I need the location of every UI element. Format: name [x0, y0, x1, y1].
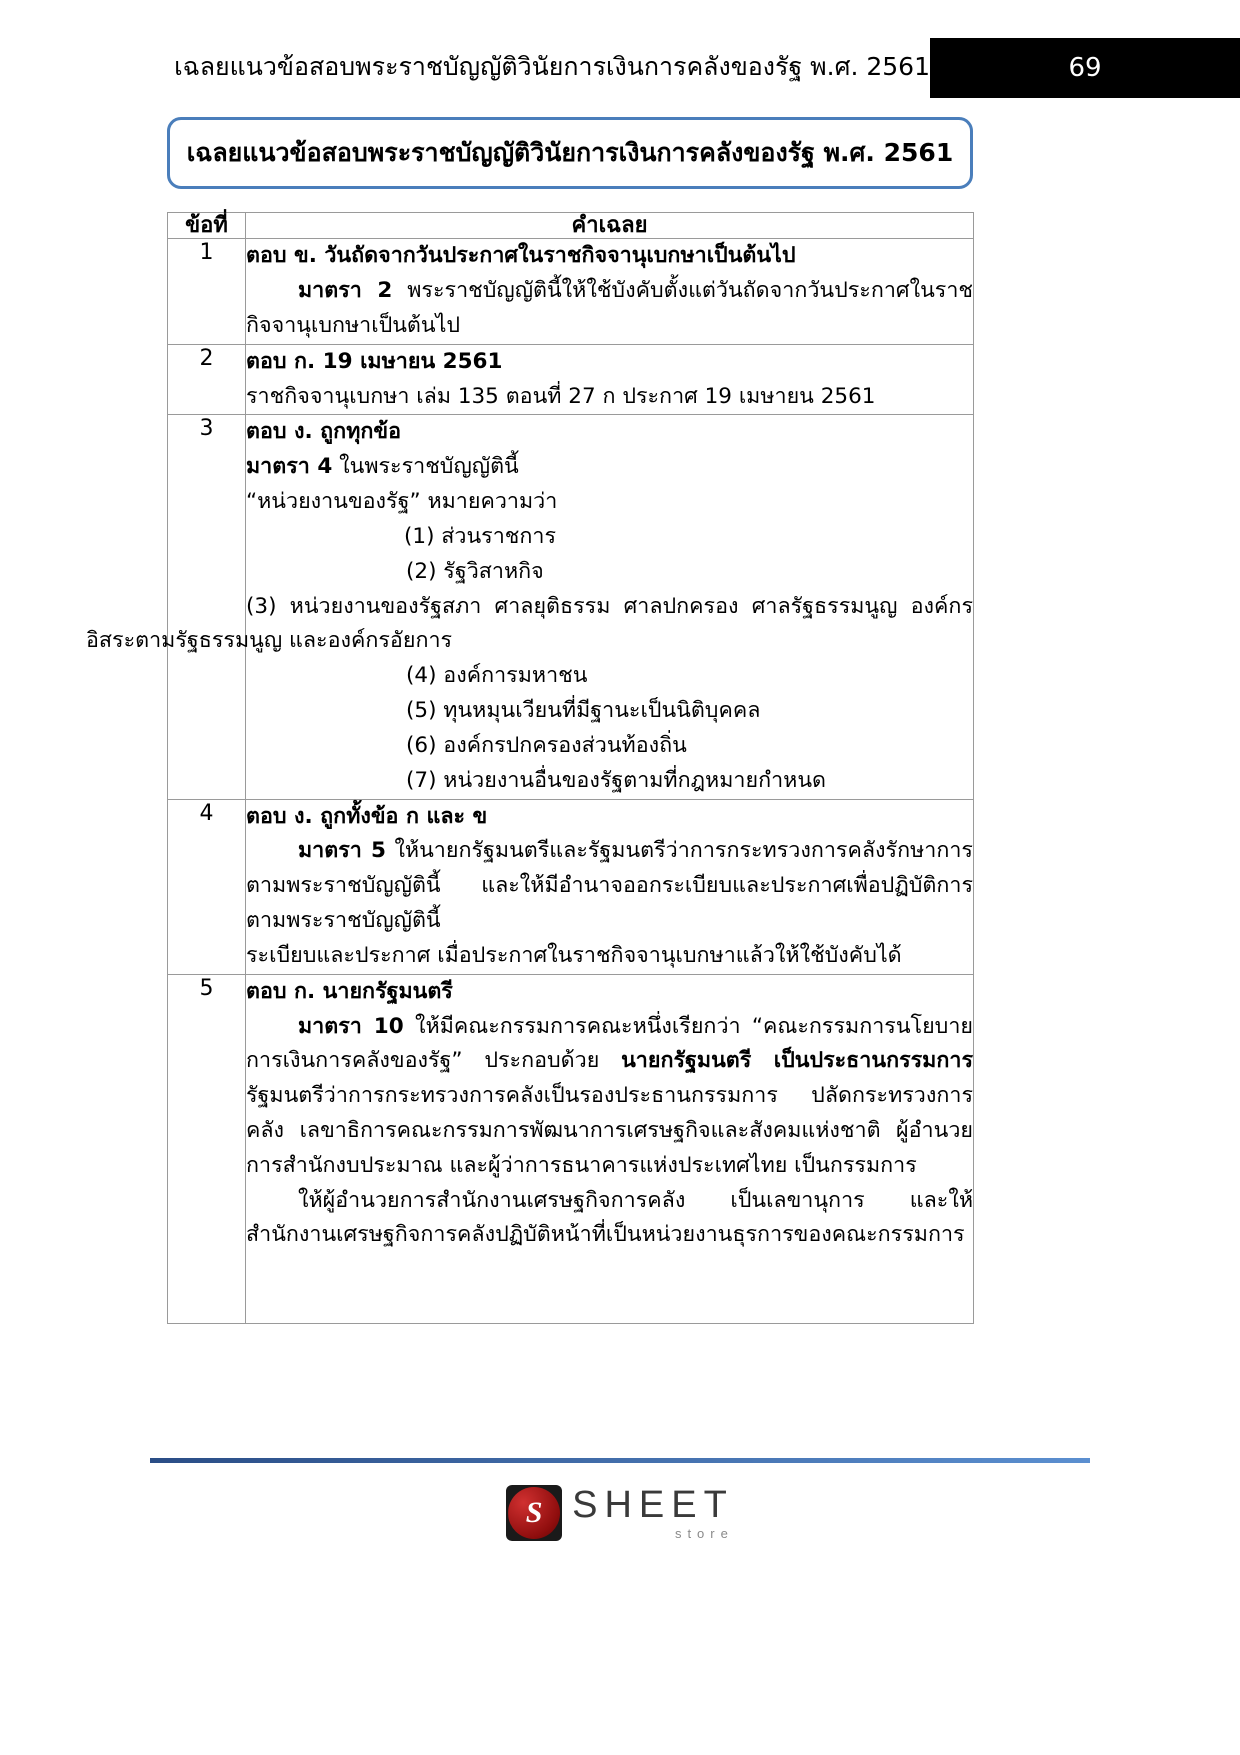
row-answer-cell [246, 239, 974, 344]
list-item: (3) หน่วยงานของรัฐสภา ศาลยุติธรรม ศาลปกครอง ศาลรัฐธรรมนูญ องค์กรอิสระตามรัฐธรรมนูญ และองค์กรอัยการ [86, 593, 973, 654]
section-paragraph [246, 1010, 973, 1184]
list-item: (6) องค์กรปกครองส่วนท้องถิ่น [406, 732, 687, 758]
definition-head: “หน่วยงานของรัฐ” หมายความว่า [246, 489, 558, 515]
table-row [168, 799, 974, 974]
table-row [168, 344, 974, 415]
list-item: (7) หน่วยงานอื่นของรัฐตามที่กฎหมายกำหนด [406, 767, 826, 793]
row-answer-cell [246, 974, 974, 1324]
answer-choice-line: ตอบ ข. วันถัดจากวันประกาศในราชกิจจานุเบกษาเป็นต้นไป [246, 243, 796, 269]
extra-line: ให้ผู้อำนวยการสำนักงานเศรษฐกิจการคลัง เป็นเลขานุการ และให้สำนักงานเศรษฐกิจการคลังปฏิบัติหน้าที่เป็นหน่วยงานธุรการของคณะกรรมการ [246, 1187, 973, 1248]
row-answer-cell [246, 344, 974, 415]
answer-key-table [86, 212, 974, 1324]
table-row [168, 239, 974, 344]
list-item: (1) ส่วนราชการ [404, 523, 557, 549]
section-label: มาตรา 10 [298, 1013, 404, 1039]
answer-choice-line: ตอบ ก. 19 เมษายน 2561 [246, 348, 503, 374]
table-row [168, 974, 974, 1324]
logo-letter: S [525, 1496, 543, 1529]
logo-brand-sub: store [674, 1526, 734, 1541]
document-title-box [167, 117, 973, 189]
list-item: (5) ทุนหมุนเวียนที่มีฐานะเป็นนิติบุคคล [406, 698, 761, 724]
column-header-answer: คำเฉลย [246, 213, 974, 239]
answer-choice-line: ตอบ ก. นายกรัฐมนตรี [246, 978, 453, 1004]
section-paragraph [246, 450, 973, 485]
running-header-title: เฉลยแนวข้อสอบพระราชบัญญัติวินัยการเงินการคลังของรัฐ พ.ศ. 2561 [174, 52, 930, 81]
row-answer-cell [246, 799, 974, 974]
row-answer-cell [86, 415, 974, 799]
section-text: ในพระราชบัญญัตินี้ [339, 454, 519, 480]
section-text-part-b: รัฐมนตรีว่าการกระทรวงการคลังเป็นรองประธานกรรมการ ปลัดกระทรวงการคลัง เลขาธิการคณะกรรมการพัฒนาการเศรษฐกิจและสังคมแห่งชาติ ผู้อำนวยการสำนักงบประมาณ และผู้ว่าการธนาคารแห่งประเทศไทย เป็นกรรมการ [246, 1083, 973, 1178]
list-item: (2) รัฐวิสาหกิจ [406, 558, 544, 584]
row-number: 3 [168, 415, 246, 799]
footer-logo [0, 1485, 1240, 1541]
section-text: พระราชบัญญัตินี้ให้ใช้บังคับตั้งแต่วันถัดจากวันประกาศในราชกิจจานุเบกษาเป็นต้นไป [246, 278, 973, 338]
row-number: 1 [168, 239, 246, 344]
logo-wordmark [572, 1486, 734, 1540]
footer-divider [150, 1458, 1090, 1463]
table-header-row [168, 213, 974, 239]
section-text-emphasis: นายกรัฐมนตรี เป็นประธานกรรมการ [621, 1048, 973, 1074]
answer-choice-line: ตอบ ง. ถูกทุกข้อ [246, 419, 401, 445]
sheet-store-logo-icon [506, 1485, 562, 1541]
section-paragraph [246, 274, 973, 344]
section-text: ให้นายกรัฐมนตรีและรัฐมนตรีว่าการกระทรวงการคลังรักษาการตามพระราชบัญญัตินี้ และให้มีอำนาจออกระเบียบและประกาศเพื่อปฏิบัติการตามพระราชบัญญัตินี้ [246, 838, 973, 934]
section-paragraph [246, 834, 973, 938]
row-number: 5 [168, 974, 246, 1324]
page-number-badge: 69 [930, 38, 1240, 98]
extra-line: ระเบียบและประกาศ เมื่อประกาศในราชกิจจานุเบกษาแล้วให้ใช้บังคับได้ [246, 942, 902, 968]
section-label: มาตรา 5 [298, 838, 386, 864]
section-label: มาตรา 2 [298, 278, 393, 304]
list-item: (4) องค์การมหาชน [406, 663, 588, 689]
page-header [0, 0, 1240, 100]
table-row [168, 415, 974, 799]
section-label: มาตรา 4 [246, 454, 333, 480]
row-number: 2 [168, 344, 246, 415]
answer-choice-line: ตอบ ง. ถูกทั้งข้อ ก และ ข [246, 803, 488, 829]
row-number: 4 [168, 799, 246, 974]
section-text-part-a: ให้มีคณะกรรมการคณะหนึ่งเรียกว่า “คณะกรรมการนโยบายการเงินการคลังของรัฐ” ประกอบด้วย [246, 1013, 974, 1074]
logo-brand-name: SHEET [572, 1484, 734, 1526]
page-title: เฉลยแนวข้อสอบพระราชบัญญัติวินัยการเงินการคลังของรัฐ พ.ศ. 2561 [186, 138, 954, 167]
detail-line: ราชกิจจานุเบกษา เล่ม 135 ตอนที่ 27 ก ประกาศ 19 เมษายน 2561 [246, 383, 876, 409]
column-header-number: ข้อที่ [168, 213, 246, 239]
